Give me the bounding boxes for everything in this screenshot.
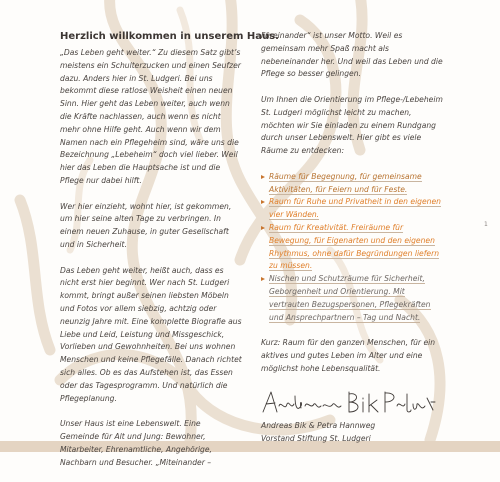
right-column: [261, 30, 447, 446]
left-column: [60, 30, 279, 482]
paragraph-motto: Füreinander“ ist unser Motto. Weil es gemeinsam mehr Spaß macht als nebeneinander her. Und weil das Leben und die Pflege so besser gelingen.: [261, 31, 443, 79]
list-item: Nischen und Schutzräume für Sicherheit, Geborgenheit und Orientierung. Mit vertrauten Bezugspersonen, Pflegekräften und Ansprechpartnern – Tag und Nacht.: [261, 273, 447, 324]
page-title: Herzlich willkommen in unserem Haus.: [60, 31, 279, 42]
list-item: Raum für Kreativität. Freiräume für Bewegung, für Eigenarten und den eigenen Rhythmus, ohne dafür Begründungen liefern zu müssen.: [261, 222, 447, 273]
list-item: Räume für Begegnung, für gemeinsame Aktivitäten, für Feiern und für Feste.: [261, 171, 447, 197]
paragraph-closing: Kurz: Raum für den ganzen Menschen, für ein aktives und gutes Leben im Alter und eine möglichst hohe Lebensqualität.: [261, 338, 436, 373]
paragraph-moving-in: Wer hier einzieht, wohnt hier, ist gekommen, um hier seine alten Tage zu verbringen. In einem neuen Zuhause, in guter Gesellschaft und in Sicherheit.: [60, 201, 232, 249]
signers-name: Andreas Bik & Petra Hannweg: [261, 421, 376, 431]
paragraph-orientation: Um Ihnen die Orientierung im Pflege-/Lebeheim St. Ludgeri möglichst leicht zu machen, möchten wir Sie einladen zu einem Rundgang durch unser Lebenswelt. Hier gibt es viele Räume zu entdecken:: [261, 94, 443, 156]
paragraph-biography: Das Leben geht weiter, heißt auch, dass es nicht erst hier beginnt. Wer nach St. Ludgeri kommt, bringt außer seinen liebsten Möbeln und Fotos vor allem siebzig, achtzig oder neunzig Jahre mit. Eine komplette Biografie aus Liebe und Leid, Leistung und Missgeschick, Vorlieben und Gewohnheiten. Bei uns wohnen Menschen und keine Pflegefälle. Danach richtet sich alles. Ob es das Aufstehen ist, das Essen oder das Tagesprogramm. Und natürlich die Pflegeplanung.: [60, 265, 242, 403]
rooms-list: [261, 171, 447, 325]
paragraph-community: Unser Haus ist eine Lebenswelt. Eine Gemeinde für Alt und Jung: Bewohner, Mitarbeiter, Ehrenamtliche, Angehörige, Nachbarn und Besucher. „Miteinander –: [60, 419, 212, 467]
page-number: 1: [484, 221, 488, 228]
paragraph-intro: „Das Leben geht weiter.“ Zu diesem Satz gibt’s meistens ein Schulterzucken und einen Seufzer dazu. Anders hier in St. Ludgeri. Bei uns bekommt diese ratlose Weisheit einen neuen Sinn. Hier geht das Leben weiter, auch wenn die Kräfte nachlassen, auch wenn es nicht mehr ohne Hilfe geht. Auch wenn wir dem Namen nach ein Pflegeheim sind, wäre uns die Bezeichnung „Lebeheim“ doch viel lieber. Weil hier das Leben die Hauptsache ist und die Pflege nur dabei hilft.: [60, 48, 241, 185]
signature-image: [259, 388, 439, 420]
list-item: Raum für Ruhe und Privatheit in den eigenen vier Wänden.: [261, 196, 447, 222]
signers-role: Vorstand Stiftung St. Ludgeri: [261, 434, 371, 444]
